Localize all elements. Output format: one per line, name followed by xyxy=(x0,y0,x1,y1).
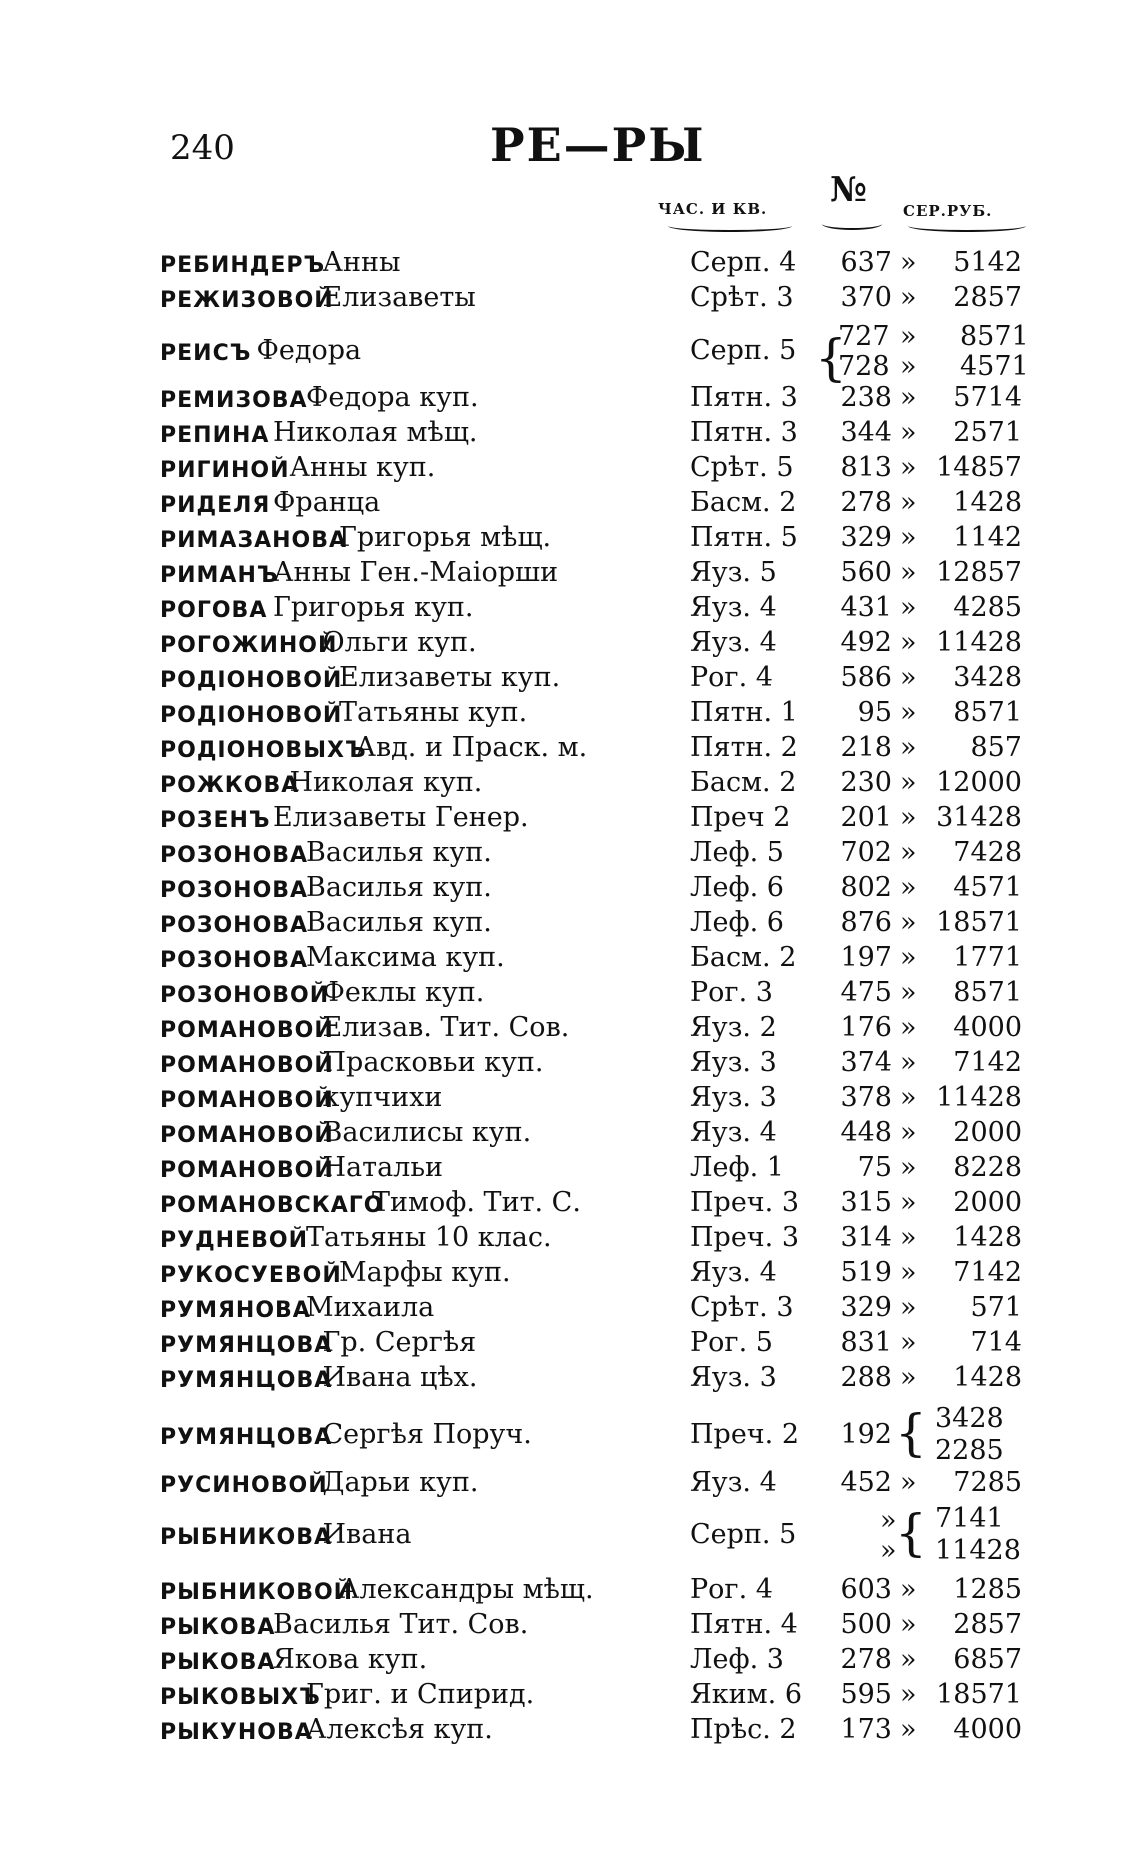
row-given-name: Марфы куп. xyxy=(339,1257,511,1288)
row-surname: РЫКОВЫХЪ xyxy=(160,1685,321,1710)
row-amount: 571 xyxy=(970,1292,1022,1323)
row-given-name: Феклы куп. xyxy=(322,977,485,1008)
row-amount: 2000 xyxy=(953,1117,1022,1148)
row-surname: РУМЯНЦОВА xyxy=(160,1368,333,1393)
row-number: 288 xyxy=(840,1362,892,1393)
row-quote-mark: » xyxy=(900,942,917,973)
row-given-name: Василья куп. xyxy=(306,907,492,938)
row-surname: РУМЯНЦОВА xyxy=(160,1333,333,1358)
row-given-name: купчихи xyxy=(322,1082,443,1113)
amount-brace: { xyxy=(895,1404,927,1462)
row-quote-mark: » xyxy=(900,487,917,518)
row-amount: 12000 xyxy=(936,767,1022,798)
row-district: Рог. 4 xyxy=(690,1574,773,1605)
row-given-name: Василья куп. xyxy=(306,872,492,903)
row-amount: 11428 xyxy=(936,627,1022,658)
row-surname: РОЗОНОВА xyxy=(160,948,309,973)
row-number: 329 xyxy=(840,1292,892,1323)
row-quote-mark: » xyxy=(900,802,917,833)
row-surname: РИМАЗАНОВА xyxy=(160,528,348,553)
row-amount: 7142 xyxy=(953,1047,1022,1078)
row-given-name: Сергѣя Поруч. xyxy=(322,1419,532,1450)
number-brace: { xyxy=(815,329,847,387)
row-quote-mark: » xyxy=(900,1679,917,1710)
row-given-name: Николая куп. xyxy=(289,767,483,798)
row-number: 374 xyxy=(840,1047,892,1078)
row-surname: РОМАНОВОЙ xyxy=(160,1088,334,1113)
row-amount: 1771 xyxy=(953,942,1022,973)
row-amount: 7285 xyxy=(953,1467,1022,1498)
row-district: Серп. 4 xyxy=(690,247,797,278)
row-amount: 2571 xyxy=(953,417,1022,448)
row-district: Басм. 2 xyxy=(690,767,797,798)
row-amount: 8571 xyxy=(953,697,1022,728)
row-given-name: Ивана цѣх. xyxy=(322,1362,478,1393)
row-district: Яуз. 4 xyxy=(690,627,777,658)
row-given-name: Гр. Сергѣя xyxy=(322,1327,477,1358)
row-surname: РОГОВА xyxy=(160,598,268,623)
row-number: 314 xyxy=(840,1222,892,1253)
row-number: 201 xyxy=(840,802,892,833)
row-amount: 714 xyxy=(970,1327,1022,1358)
row-amount: 3428 xyxy=(935,1403,1004,1434)
row-amount: 1428 xyxy=(953,1222,1022,1253)
row-number: 378 xyxy=(840,1082,892,1113)
row-amount: 2000 xyxy=(953,1187,1022,1218)
row-given-name: Ивана xyxy=(322,1519,412,1550)
row-given-name: Анны Ген.-Маіорши xyxy=(273,557,559,588)
row-surname: РЫКОВА xyxy=(160,1650,276,1675)
row-amount: 14857 xyxy=(936,452,1022,483)
row-given-name: Дарьи куп. xyxy=(322,1467,479,1498)
row-amount: 8571 xyxy=(960,321,1029,352)
row-number: 560 xyxy=(840,557,892,588)
row-given-name: Анны куп. xyxy=(289,452,436,483)
row-district: Преч. 2 xyxy=(690,1419,800,1450)
row-number: 278 xyxy=(840,487,892,518)
row-district: Преч 2 xyxy=(690,802,791,833)
row-given-name: Николая мѣщ. xyxy=(273,417,478,448)
row-amount: 2857 xyxy=(953,1609,1022,1640)
row-surname: РОМАНОВОЙ xyxy=(160,1158,334,1183)
row-given-name: Григорья куп. xyxy=(273,592,474,623)
row-number: 315 xyxy=(840,1187,892,1218)
row-amount: 4000 xyxy=(953,1714,1022,1745)
row-surname: РЕИСЪ xyxy=(160,341,252,366)
row-number: 329 xyxy=(840,522,892,553)
row-amount: 857 xyxy=(970,732,1022,763)
row-given-name: Якова куп. xyxy=(273,1644,428,1675)
row-number: 218 xyxy=(840,732,892,763)
row-district: Пятн. 4 xyxy=(690,1609,798,1640)
row-amount: 5142 xyxy=(953,247,1022,278)
row-quote-mark: » xyxy=(900,872,917,903)
row-district: Леф. 6 xyxy=(690,872,784,903)
row-surname: РОЗОНОВА xyxy=(160,878,309,903)
row-surname: РИМАНЪ xyxy=(160,563,279,588)
row-surname: РЫКОВА xyxy=(160,1615,276,1640)
row-surname: РЕБИНДЕРЪ xyxy=(160,253,326,278)
row-district: Яуз. 2 xyxy=(690,1012,777,1043)
row-quote-mark: » xyxy=(900,321,917,352)
row-district: Пятн. 2 xyxy=(690,732,798,763)
row-given-name: Натальи xyxy=(322,1152,444,1183)
row-district: Рог. 5 xyxy=(690,1327,773,1358)
row-number: 492 xyxy=(840,627,892,658)
row-given-name: Максима куп. xyxy=(306,942,505,973)
row-amount: 8571 xyxy=(953,977,1022,1008)
row-given-name: Анны xyxy=(322,247,401,278)
row-district: Яуз. 4 xyxy=(690,1467,777,1498)
row-surname: РОЖКОВА xyxy=(160,773,300,798)
row-given-name: Авд. и Праск. м. xyxy=(355,732,588,763)
row-district: Срѣт. 3 xyxy=(690,282,794,313)
row-quote-mark: » xyxy=(900,417,917,448)
row-amount: 31428 xyxy=(936,802,1022,833)
row-given-name: Татьяны 10 клас. xyxy=(306,1222,552,1253)
row-given-name: Ольги куп. xyxy=(322,627,477,658)
row-amount: 4571 xyxy=(960,351,1029,382)
row-amount: 1285 xyxy=(953,1574,1022,1605)
row-number: 197 xyxy=(840,942,892,973)
row-district: Рог. 3 xyxy=(690,977,773,1008)
row-given-name: Прасковьи куп. xyxy=(322,1047,544,1078)
row-given-name: Василья Тит. Сов. xyxy=(273,1609,529,1640)
row-number: 603 xyxy=(840,1574,892,1605)
row-given-name: Алексѣя куп. xyxy=(306,1714,493,1745)
row-given-name: Василисы куп. xyxy=(322,1117,532,1148)
row-surname: РОЗЕНЪ xyxy=(160,808,271,833)
row-district: Яуз. 4 xyxy=(690,1117,777,1148)
row-district: Яуз. 5 xyxy=(690,557,777,588)
row-amount: 7428 xyxy=(953,837,1022,868)
row-quote-mark: » xyxy=(900,282,917,313)
row-number: 876 xyxy=(840,907,892,938)
row-number: 370 xyxy=(840,282,892,313)
row-given-name: Елизаветы xyxy=(322,282,476,313)
row-district: Преч. 3 xyxy=(690,1222,800,1253)
row-surname: РЕЖИЗОВОЙ xyxy=(160,288,334,313)
row-amount: 7141 xyxy=(935,1503,1004,1534)
row-surname: РИДЕЛЯ xyxy=(160,493,271,518)
row-number: 431 xyxy=(840,592,892,623)
row-quote-mark: » xyxy=(900,1292,917,1323)
row-amount: 12857 xyxy=(936,557,1022,588)
row-quote-mark: » xyxy=(900,1644,917,1675)
row-given-name: Елизав. Тит. Сов. xyxy=(322,1012,570,1043)
row-number: 595 xyxy=(840,1679,892,1710)
row-number: 173 xyxy=(840,1714,892,1745)
row-given-name: Михаила xyxy=(306,1292,435,1323)
row-amount: 11428 xyxy=(935,1535,1021,1566)
row-number: 238 xyxy=(840,382,892,413)
row-quote-mark: » xyxy=(900,627,917,658)
row-given-name: Александры мѣщ. xyxy=(339,1574,594,1605)
row-district: Басм. 2 xyxy=(690,487,797,518)
row-surname: РОЗОНОВА xyxy=(160,843,309,868)
row-surname: РОМАНОВОЙ xyxy=(160,1018,334,1043)
row-district: Леф. 3 xyxy=(690,1644,784,1675)
row-amount: 3428 xyxy=(953,662,1022,693)
row-quote-mark: » xyxy=(880,1505,897,1536)
row-number: 344 xyxy=(840,417,892,448)
row-quote-mark: » xyxy=(900,1047,917,1078)
row-surname: РЕМИЗОВА xyxy=(160,388,308,413)
row-number: 637 xyxy=(840,247,892,278)
column-header-rubles: СЕР.РУБ. xyxy=(903,202,993,220)
row-quote-mark: » xyxy=(900,697,917,728)
row-district: Яуз. 4 xyxy=(690,592,777,623)
row-quote-mark: » xyxy=(900,1187,917,1218)
row-amount: 4285 xyxy=(953,592,1022,623)
row-amount: 18571 xyxy=(936,1679,1022,1710)
row-given-name: Григ. и Спирид. xyxy=(306,1679,535,1710)
row-quote-mark: » xyxy=(900,1467,917,1498)
row-district: Пятн. 3 xyxy=(690,417,798,448)
row-quote-mark: » xyxy=(900,351,917,382)
row-district: Пятн. 5 xyxy=(690,522,798,553)
row-number: 192 xyxy=(840,1419,892,1450)
row-given-name: Елизаветы куп. xyxy=(339,662,561,693)
row-amount: 7142 xyxy=(953,1257,1022,1288)
row-quote-mark: » xyxy=(900,732,917,763)
row-quote-mark: » xyxy=(900,1257,917,1288)
row-number: 500 xyxy=(840,1609,892,1640)
row-surname: РЫБНИКОВА xyxy=(160,1525,332,1550)
column-header-number: № xyxy=(830,170,867,210)
row-district: Яуз. 3 xyxy=(690,1082,777,1113)
row-surname: РОЗОНОВА xyxy=(160,913,309,938)
row-district: Пятн. 1 xyxy=(690,697,798,728)
row-number: 176 xyxy=(840,1012,892,1043)
row-quote-mark: » xyxy=(900,1117,917,1148)
row-district: Серп. 5 xyxy=(690,335,797,366)
row-district: Рог. 4 xyxy=(690,662,773,693)
row-number: 586 xyxy=(840,662,892,693)
row-quote-mark: » xyxy=(900,1714,917,1745)
row-number: 727 xyxy=(838,321,890,352)
row-district: Преч. 3 xyxy=(690,1187,800,1218)
row-district: Яуз. 3 xyxy=(690,1047,777,1078)
row-number: 452 xyxy=(840,1467,892,1498)
row-number: 813 xyxy=(840,452,892,483)
row-surname: РОДІОНОВОЙ xyxy=(160,703,343,728)
row-surname: РУМЯНЦОВА xyxy=(160,1425,333,1450)
row-given-name: Елизаветы Генер. xyxy=(273,802,529,833)
row-quote-mark: » xyxy=(900,1609,917,1640)
row-district: Басм. 2 xyxy=(690,942,797,973)
row-amount: 5714 xyxy=(953,382,1022,413)
row-number: 831 xyxy=(840,1327,892,1358)
row-quote-mark: » xyxy=(900,522,917,553)
row-quote-mark: » xyxy=(900,767,917,798)
row-amount: 4000 xyxy=(953,1012,1022,1043)
row-surname: РОЗОНОВОЙ xyxy=(160,983,330,1008)
page-number: 240 xyxy=(170,128,235,168)
row-number: 75 xyxy=(857,1152,892,1183)
row-amount: 1142 xyxy=(953,522,1022,553)
row-given-name: Федора куп. xyxy=(306,382,479,413)
row-surname: РЫКУНОВА xyxy=(160,1720,313,1745)
row-quote-mark: » xyxy=(900,1222,917,1253)
row-given-name: Татьяны куп. xyxy=(339,697,528,728)
row-district: Яким. 6 xyxy=(690,1679,803,1710)
row-amount: 8228 xyxy=(953,1152,1022,1183)
row-quote-mark: » xyxy=(900,1574,917,1605)
row-surname: РИГИНОЙ xyxy=(160,458,290,483)
row-number: 230 xyxy=(840,767,892,798)
row-quote-mark: » xyxy=(900,592,917,623)
row-district: Серп. 5 xyxy=(690,1519,797,1550)
row-quote-mark: » xyxy=(900,1327,917,1358)
row-district: Срѣт. 5 xyxy=(690,452,794,483)
row-quote-mark: » xyxy=(900,1082,917,1113)
row-surname: РОМАНОВСКАГО xyxy=(160,1193,384,1218)
row-amount: 2857 xyxy=(953,282,1022,313)
row-district: Пятн. 3 xyxy=(690,382,798,413)
row-number: 728 xyxy=(838,351,890,382)
row-number: 475 xyxy=(840,977,892,1008)
row-quote-mark: » xyxy=(900,837,917,868)
row-given-name: Федора xyxy=(256,335,362,366)
row-surname: РОДІОНОВОЙ xyxy=(160,668,343,693)
row-given-name: Григорья мѣщ. xyxy=(339,522,552,553)
row-number: 95 xyxy=(857,697,892,728)
row-district: Леф. 1 xyxy=(690,1152,784,1183)
row-quote-mark: » xyxy=(900,662,917,693)
row-given-name: Василья куп. xyxy=(306,837,492,868)
row-district: Яуз. 4 xyxy=(690,1257,777,1288)
running-head: РЕ—РЫ xyxy=(490,118,706,172)
row-surname: РОМАНОВОЙ xyxy=(160,1053,334,1078)
row-number: 802 xyxy=(840,872,892,903)
row-district: Прѣс. 2 xyxy=(690,1714,797,1745)
row-number: 278 xyxy=(840,1644,892,1675)
row-quote-mark: » xyxy=(900,977,917,1008)
row-given-name: Франца xyxy=(273,487,381,518)
row-quote-mark: » xyxy=(900,1012,917,1043)
row-district: Срѣт. 3 xyxy=(690,1292,794,1323)
row-surname: РУКОСУЕВОЙ xyxy=(160,1263,342,1288)
row-surname: РОДІОНОВЫХЪ xyxy=(160,738,367,763)
row-number: 448 xyxy=(840,1117,892,1148)
row-surname: РОГОЖИНОЙ xyxy=(160,633,338,658)
row-surname: РЫБНИКОВОЙ xyxy=(160,1580,354,1605)
row-amount: 4571 xyxy=(953,872,1022,903)
row-amount: 2285 xyxy=(935,1435,1004,1466)
row-surname: РУМЯНОВА xyxy=(160,1298,311,1323)
row-quote-mark: » xyxy=(900,907,917,938)
row-surname: РУДНЕВОЙ xyxy=(160,1228,309,1253)
row-quote-mark: » xyxy=(900,247,917,278)
row-amount: 1428 xyxy=(953,1362,1022,1393)
row-amount: 6857 xyxy=(953,1644,1022,1675)
row-quote-mark: » xyxy=(900,1362,917,1393)
column-header-quarter: ЧАС. И КВ. xyxy=(658,200,768,218)
row-number: 702 xyxy=(840,837,892,868)
row-amount: 18571 xyxy=(936,907,1022,938)
row-quote-mark: » xyxy=(900,557,917,588)
row-amount: 11428 xyxy=(936,1082,1022,1113)
row-quote-mark: » xyxy=(900,1152,917,1183)
row-quote-mark: » xyxy=(880,1535,897,1566)
row-surname: РОМАНОВОЙ xyxy=(160,1123,334,1148)
amount-brace: { xyxy=(895,1504,927,1562)
row-district: Яуз. 3 xyxy=(690,1362,777,1393)
row-surname: РЕПИНА xyxy=(160,423,270,448)
row-surname: РУСИНОВОЙ xyxy=(160,1473,328,1498)
row-district: Леф. 5 xyxy=(690,837,784,868)
row-given-name: Тимоф. Тит. С. xyxy=(372,1187,581,1218)
row-quote-mark: » xyxy=(900,382,917,413)
row-district: Леф. 6 xyxy=(690,907,784,938)
row-number: 519 xyxy=(840,1257,892,1288)
row-amount: 1428 xyxy=(953,487,1022,518)
row-quote-mark: » xyxy=(900,452,917,483)
